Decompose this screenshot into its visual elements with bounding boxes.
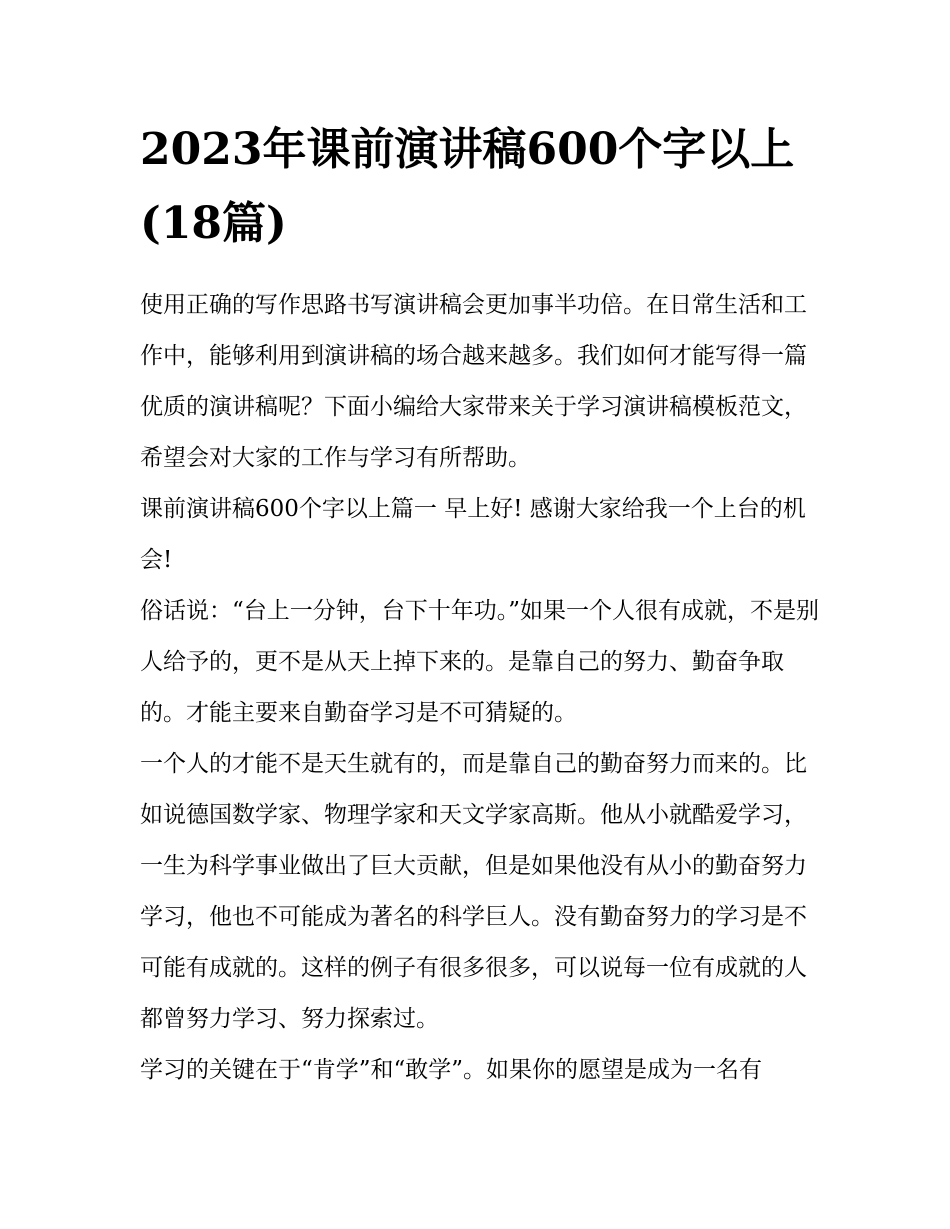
paragraph-greeting: 课前演讲稿600个字以上篇一 早上好! 感谢大家给我一个上台的机会!	[140, 496, 806, 573]
paragraph-proverb: 俗话说：“台上一分钟，台下十年功。”如果一个人很有成就，不是别人给予的，更不是从天上掉下来的。是靠自己的努力、勤奋争取的。才能主要来自勤奋学习是不可猜疑的。	[140, 598, 820, 726]
paragraph-key-to-learning: 学习的关键在于“肯学”和“敢学”。如果你的愿望是成为一名有	[140, 1057, 763, 1083]
document-title: 2023年课前演讲稿600个字以上(18篇)	[140, 124, 795, 249]
paragraph-intro: 使用正确的写作思路书写演讲稿会更加事半功倍。在日常生活和工作中，能够利用到演讲稿的场合越来越多。我们如何才能写得一篇优质的演讲稿呢？下面小编给大家带来关于学习演讲稿模板范文，希望会对大家的工作与学习有所帮助。	[140, 292, 807, 471]
document-body	[140, 280, 820, 1096]
paragraph-gauss-example: 一个人的才能不是天生就有的，而是靠自己的勤奋努力而来的。比如说德国数学家、物理学家和天文学家高斯。他从小就酷爱学习，一生为科学事业做出了巨大贡献，但是如果他没有从小的勤奋努力学习，他也不可能成为著名的科学巨人。没有勤奋努力的学习是不可能有成就的。这样的例子有很多很多，可以说每一位有成就的人都曾努力学习、努力探索过。	[140, 751, 807, 1032]
